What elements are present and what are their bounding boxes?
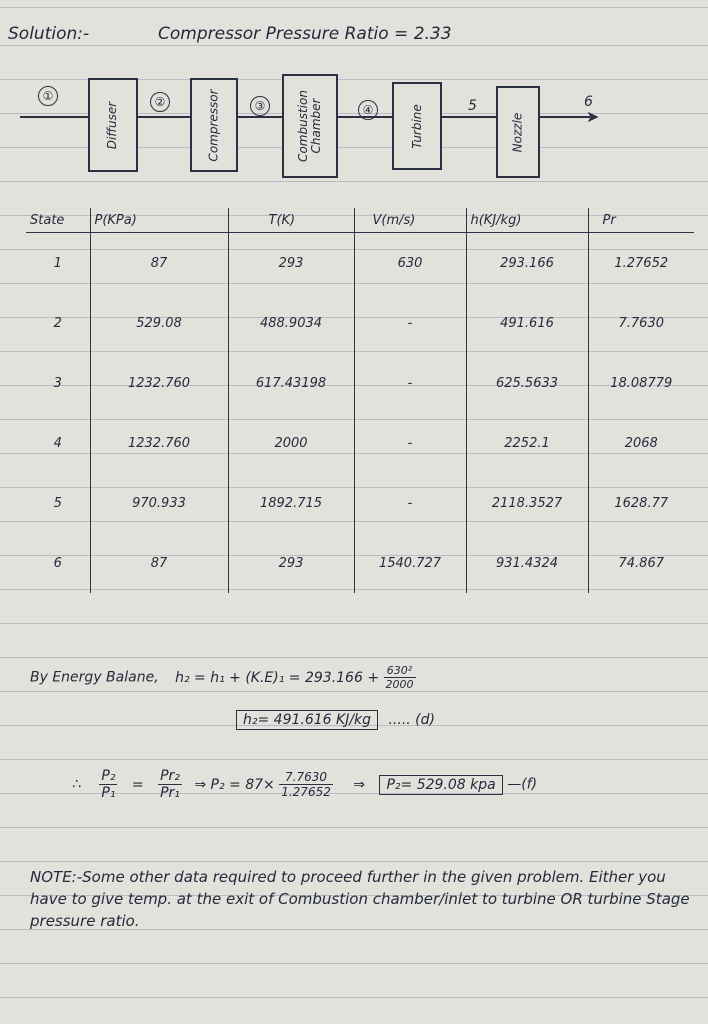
- header-pr: Pr: [588, 208, 694, 233]
- header-temperature: T(K): [228, 208, 354, 233]
- table-row: [26, 353, 694, 413]
- cell-temperature: 617.43198: [228, 353, 354, 413]
- ke-fraction: [384, 664, 416, 691]
- pressure-numerator: P₂: [101, 768, 116, 784]
- energy-balance-equation: h₂ = h₁ + (K.E)₁ = 293.166 +: [175, 669, 380, 686]
- cell-velocity: 1540.727: [354, 533, 466, 593]
- energy-balance-line: [30, 664, 416, 691]
- p2-equation-tag: —(f): [507, 776, 538, 793]
- h2-equation-tag: ..... (d): [388, 712, 435, 728]
- cell-pr: 1.27652: [614, 255, 669, 271]
- combustion-chamber-label: Combustion Chamber: [296, 90, 323, 162]
- h2-result-box: h₂= 491.616 KJ/kg: [236, 710, 378, 730]
- pressure-ratio-heading: Compressor Pressure Ratio = 2.33: [158, 24, 452, 44]
- p2-calc-denominator: 1.27652: [281, 785, 331, 799]
- table-row: [26, 413, 694, 473]
- cell-velocity: -: [354, 413, 466, 473]
- state-5-marker: 5: [468, 98, 477, 114]
- nozzle-label: Nozzle: [510, 112, 525, 152]
- cell-velocity: -: [354, 473, 466, 533]
- cell-enthalpy: 293.166: [466, 233, 588, 294]
- table-row: [26, 533, 694, 593]
- note-label: NOTE:-: [30, 868, 83, 886]
- pressure-denominator: P₁: [101, 785, 116, 801]
- cell-state: 5: [26, 473, 90, 533]
- p2-calc-numerator: 7.7630: [279, 770, 333, 785]
- ke-numerator: 630²: [384, 664, 416, 678]
- header-velocity: V(m/s): [354, 208, 466, 233]
- solution-label: Solution:-: [8, 24, 90, 44]
- p2-calc-fraction: [279, 770, 333, 799]
- cell-state: 4: [26, 413, 90, 473]
- combustion-chamber-block: [282, 74, 338, 178]
- cell-velocity: -: [354, 293, 466, 353]
- diffuser-block: [88, 78, 138, 172]
- compressor-label: Compressor: [206, 88, 221, 162]
- pressure-ratio-line: [72, 768, 537, 801]
- equals-sign: =: [131, 776, 144, 793]
- ke-denominator: 2000: [385, 678, 414, 691]
- cell-enthalpy: 491.616: [466, 293, 588, 353]
- pr-numerator: Pr₂: [160, 768, 180, 784]
- cell-enthalpy: 2252.1: [466, 413, 588, 473]
- p2-result-box: P₂= 529.08 kpa: [379, 775, 502, 795]
- pr-denominator: Pr₁: [160, 785, 180, 801]
- cell-temperature: 293: [228, 533, 354, 593]
- h2-result-line: [236, 712, 435, 728]
- state-2-marker: ②: [150, 92, 170, 112]
- turbine-label: Turbine: [409, 103, 424, 149]
- cell-pr: 18.08779: [610, 375, 673, 391]
- cell-state: 2: [26, 293, 90, 353]
- cell-velocity: 630: [354, 233, 466, 294]
- cell-pressure: 529.08: [90, 293, 228, 353]
- cell-pressure: 1232.760: [90, 413, 228, 473]
- cell-temperature: 2000: [228, 413, 354, 473]
- cell-temperature: 488.9034: [228, 293, 354, 353]
- cell-velocity: -: [354, 353, 466, 413]
- table-header-row: [26, 208, 694, 233]
- header-enthalpy: h(KJ/kg): [466, 208, 588, 233]
- p2-calc-prefix: ⇒ P₂ = 87×: [194, 776, 275, 793]
- cell-state: 1: [26, 233, 90, 294]
- table-row: [26, 473, 694, 533]
- flow-arrow-icon: ➤: [586, 107, 600, 126]
- cell-pressure: 1232.760: [90, 353, 228, 413]
- state-4-marker: ④: [358, 100, 378, 120]
- therefore-symbol: ∴: [72, 776, 81, 793]
- diffuser-label: Diffuser: [105, 101, 120, 149]
- note-text: Some other data required to proceed further in the given problem. Either you have to give temp. at the exit of Combustion chamber/inlet to turbine OR turbine Stage pressure ratio.: [30, 868, 690, 930]
- cell-pr: 74.867: [618, 555, 664, 571]
- cell-temperature: 1892.715: [228, 473, 354, 533]
- compressor-block: [190, 78, 238, 172]
- cell-enthalpy: 2118.3527: [466, 473, 588, 533]
- state-1-marker: ①: [38, 86, 58, 106]
- cell-pressure: 87: [90, 233, 228, 294]
- table-row: [26, 293, 694, 353]
- note-paragraph: [30, 866, 690, 932]
- cell-pr: 7.7630: [618, 315, 664, 331]
- cell-pressure: 970.933: [90, 473, 228, 533]
- cell-enthalpy: 931.4324: [466, 533, 588, 593]
- cell-pr: 1628.77: [614, 495, 669, 511]
- implies-arrow: ⇒: [353, 776, 366, 793]
- state-6-marker: 6: [584, 94, 593, 110]
- cell-temperature: 293: [228, 233, 354, 294]
- cell-state: 6: [26, 533, 90, 593]
- header-pressure: P(KPa): [90, 208, 228, 233]
- header-state: State: [26, 208, 90, 233]
- table-row: [26, 233, 694, 294]
- cell-state: 3: [26, 353, 90, 413]
- state-3-marker: ③: [250, 96, 270, 116]
- cell-pressure: 87: [90, 533, 228, 593]
- turbine-block: [392, 82, 442, 170]
- energy-balance-lead: By Energy Balane,: [30, 669, 159, 686]
- nozzle-block: [496, 86, 540, 178]
- pressure-fraction: [99, 768, 117, 801]
- cell-enthalpy: 625.5633: [466, 353, 588, 413]
- pr-fraction: [158, 768, 182, 801]
- state-table: [26, 208, 694, 593]
- cell-pr: 2068: [624, 435, 658, 451]
